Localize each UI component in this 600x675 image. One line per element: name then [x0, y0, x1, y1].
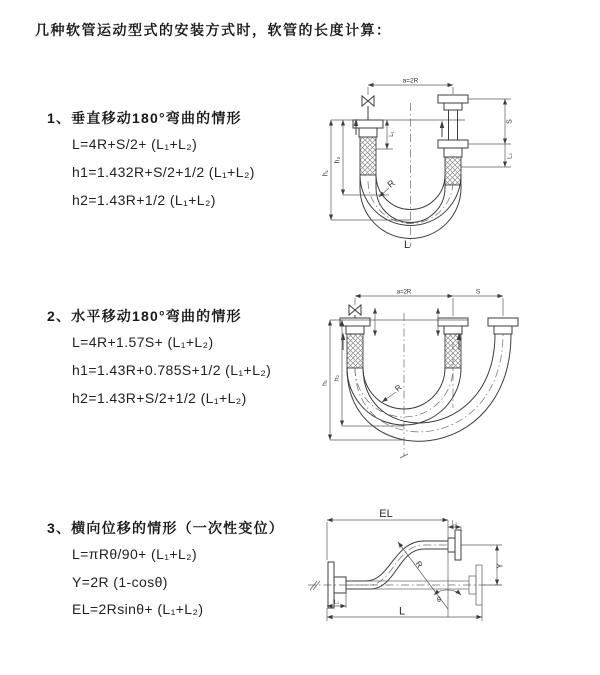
dim-label-h2: h₂ — [333, 374, 341, 382]
valve-icon — [349, 305, 361, 318]
section-3-formula-l: L=πRθ/90+ (L₁+L₂) — [72, 546, 198, 562]
dim-label-l1: L₁ — [334, 599, 339, 606]
section-1-formula-h1: h1=1.432R+S/2+1/2 (L₁+L₂) — [72, 164, 255, 180]
section-3-heading: 3、横向位移的情形（一次性变位） — [47, 520, 284, 536]
dim-label-radius: R — [385, 177, 397, 190]
diagram-vertical-180-bend — [315, 75, 525, 260]
dim-label-theta: θ — [437, 597, 441, 604]
dim-label-s: S — [475, 288, 481, 296]
dim-label-l2: L₂ — [507, 153, 514, 159]
section-3-formula-y: Y=2R (1-cosθ) — [72, 574, 168, 590]
dim-label-el: EL — [379, 508, 393, 520]
section-1-heading: 1、垂直移动180°弯曲的情形 — [47, 110, 242, 126]
dim-label-s: S — [506, 119, 514, 124]
section-3-formula-el: EL=2Rsinθ+ (L₁+L₂) — [72, 601, 204, 617]
dim-label-l1: L₁ — [389, 131, 395, 137]
dim-label-length: L — [398, 605, 406, 618]
hose-u-shape — [330, 305, 518, 458]
dim-label-h1: h₁ — [322, 169, 330, 177]
section-1-formula-h2: h2=1.43R+1/2 (L₁+L₂) — [72, 192, 216, 208]
dim-label-l2: L₂ — [451, 520, 458, 527]
dim-label-h1: h₁ — [321, 380, 329, 386]
section-2-heading: 2、水平移动180°弯曲的情形 — [47, 308, 242, 324]
centerline-break-icon — [310, 581, 320, 590]
dim-label-radius: R — [413, 559, 425, 570]
section-2-formula-h1: h1=1.43R+0.785S+1/2 (L₁+L₂) — [72, 362, 272, 378]
section-2-formula-l: L=4R+1.57S+ (L₁+L₂) — [72, 334, 214, 350]
dim-label-a2r: a=2R — [396, 289, 412, 296]
hose-u-shape — [331, 95, 468, 247]
dim-label-length: L — [403, 239, 411, 251]
valve-icon — [362, 96, 374, 120]
dim-label-a2r: a=2R — [402, 77, 419, 85]
dim-label-h2: h₂ — [334, 156, 342, 164]
diagram-lateral-displacement — [300, 505, 510, 633]
page-title: 几种软管运动型式的安装方式时，软管的长度计算： — [35, 22, 392, 38]
section-1-formula-l: L=4R+S/2+ (L₁+L₂) — [72, 136, 198, 152]
hose-s-curve — [308, 530, 505, 608]
dimension-lines — [327, 508, 505, 621]
dim-label-y: Y — [495, 563, 505, 569]
section-2-formula-h2: h2=1.43R+S/2+1/2 (L₁+L₂) — [72, 390, 247, 406]
diagram-horizontal-180-bend — [318, 288, 528, 463]
dim-label-radius: R — [393, 382, 404, 394]
